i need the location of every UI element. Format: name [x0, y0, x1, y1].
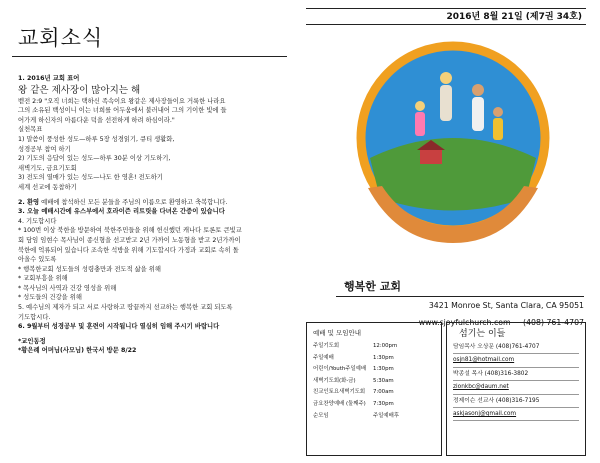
prayer-item: * 교회부흥을 위해	[18, 275, 68, 283]
schedule-time: 7:30pm	[373, 400, 394, 407]
member-news-item: *황은례 어머님(사모님) 한국서 방문 8/22	[18, 347, 137, 355]
goal-item-detail: 새벽기도, 금요기도회	[18, 164, 77, 172]
schedule-time: 주일예배후	[373, 412, 400, 419]
parent-body	[440, 85, 452, 121]
parent-head	[440, 72, 452, 84]
schedule-title: 예배 및 모임안내	[313, 329, 362, 337]
goal-item: 3) 전도의 열매가 있는 성도—나도 한 영혼! 전도하기	[18, 174, 163, 182]
staff-title: 섬기는 이들	[459, 329, 506, 339]
welcome-label: 2. 환영	[18, 198, 40, 206]
child-head	[493, 107, 503, 117]
parent-body	[472, 97, 484, 131]
church-name: 행복한 교회	[344, 280, 401, 293]
child-head	[415, 101, 425, 111]
verse-line: 그의 소유된 백성이니 이는 너희를 어두움에서 불러내어 그의 기이한 빛에 들	[18, 107, 227, 115]
prayer-item: 북한에 억류되어 있습니다 조속한 석방을 위해 기도합시다 가정과 교회로 속히 돌	[18, 246, 239, 254]
prayer-item: * 목사님의 사역과 건강 영성을 위해	[18, 284, 117, 292]
prayer-item: 회 담임 임현수 목사님이 종신형을 선고받고 2년 가까이 노동형을 받고 2년가까이	[18, 236, 241, 244]
schedule-event: 주일예배	[313, 354, 334, 361]
schedule-row	[313, 353, 435, 365]
schedule-row	[313, 399, 435, 411]
child-body	[415, 112, 425, 136]
issue-date: 2016년 8월 21일 (제7권 34호)	[306, 8, 586, 25]
prayer-item: 기도합시다.	[18, 313, 51, 321]
goals-title: 실천목표	[18, 126, 43, 134]
prayer-item: 5. 예수님의 제자가 되고 서로 사랑하고 땅끝까지 선교하는 행복한 교회 되도록	[18, 304, 233, 312]
testimony-note: 3. 오늘 예배시간에 유스부에서 호라이즌 리트릿을 다녀온 간증이 있습니다	[18, 208, 225, 216]
prayer-item: 아올수 있도록	[18, 256, 57, 264]
page-title: 교회소식	[18, 26, 104, 50]
schedule-event: 순모임	[313, 412, 329, 419]
church-address: 3421 Monroe St, Santa Clara, CA 95051	[428, 301, 584, 310]
schedule-event: 주일기도회	[313, 343, 340, 349]
schedule-row	[313, 364, 435, 376]
staff-member: 담임목사 오상문 (408)761-4707	[453, 341, 579, 354]
schedule-row	[313, 411, 435, 423]
schedule-event: 새벽기도회(화-금)	[313, 377, 356, 384]
announcements	[18, 74, 290, 356]
family-illustration	[348, 38, 558, 248]
worship-schedule	[306, 322, 442, 456]
child-body	[493, 118, 503, 140]
church-divider	[336, 296, 584, 297]
schedule-time: 1:30pm	[373, 354, 394, 361]
prayer-title: 4. 기도합시다	[18, 217, 57, 225]
bible-study-note: 6. 9월부터 성경공부 및 훈련이 시작됩니다 열심히 임해 주시기 바랍니다	[18, 323, 220, 331]
staff-email[interactable]: zionkbc@daum.net	[453, 381, 579, 394]
schedule-time: 12:00pm	[373, 343, 398, 349]
grass-hill	[370, 138, 536, 211]
title-divider	[12, 56, 287, 57]
welcome-text: 예배에 참석하신 모든 분들을 주님의 이름으로 환영하고 축복합니다.	[41, 198, 228, 206]
goal-item-detail: 세계 선교에 동참하기	[18, 183, 77, 191]
goal-item: 1) 말씀이 풍성한 성도—하루 5장 성경읽기, 큐티 생활화,	[18, 135, 175, 143]
schedule-row	[313, 341, 435, 353]
goal-item-detail: 성경공부 참여 하기	[18, 145, 71, 153]
staff-member: 박종설 목사 (408)316-3802	[453, 368, 579, 381]
phone-number: (408) 761-4707	[523, 318, 584, 327]
website-link[interactable]: www.sjoyfulchurch.com	[418, 318, 511, 327]
schedule-event: 어린이/Youth주일예배	[313, 366, 367, 373]
staff-list	[446, 322, 586, 456]
verse-line: 벧전 2:9 "오직 너희는 택하신 족속이요 왕같은 제사장들이요 거룩한 나라요	[18, 97, 226, 105]
staff-email[interactable]: osjn81@hotmail.com	[453, 354, 579, 367]
schedule-row	[313, 376, 435, 388]
member-news-title: *교인동정	[18, 337, 46, 345]
schedule-time: 7:00am	[373, 389, 394, 396]
verse-line: 어가게 하신자의 아름다운 덕을 선전하게 하려 하심이라."	[18, 116, 175, 124]
schedule-event: 친교인토요새벽기도회	[313, 389, 366, 396]
staff-member: 정제이슨 선교사 (408)316-7195	[453, 395, 579, 408]
prayer-item: * 성도들의 건강을 위해	[18, 294, 82, 302]
prayer-item: * 100번 이상 북한을 방문하여 북한주민들을 위해 헌신했던 캐나다 토론토 큰빛교	[18, 227, 242, 235]
schedule-row	[313, 387, 435, 399]
section-motto-title: 1. 2016년 교회 표어	[18, 75, 80, 82]
schedule-event: 금요찬양예배 (둘째주)	[313, 400, 366, 407]
church-motto: 왕 같은 제사장이 많아지는 해	[18, 84, 141, 96]
welcome-line	[18, 198, 290, 208]
prayer-item: * 행복한교회 성도들의 성령충만과 전도적 삶을 위해	[18, 265, 161, 273]
house-shape	[420, 150, 442, 164]
parent-head	[472, 84, 484, 96]
schedule-time: 5:30am	[373, 377, 394, 384]
staff-email[interactable]: askjasonj@gmail.com	[453, 408, 579, 421]
goal-item: 2) 기도의 응답이 있는 성도—하루 30분 이상 기도하기,	[18, 155, 171, 163]
schedule-time: 1:30pm	[373, 366, 394, 373]
